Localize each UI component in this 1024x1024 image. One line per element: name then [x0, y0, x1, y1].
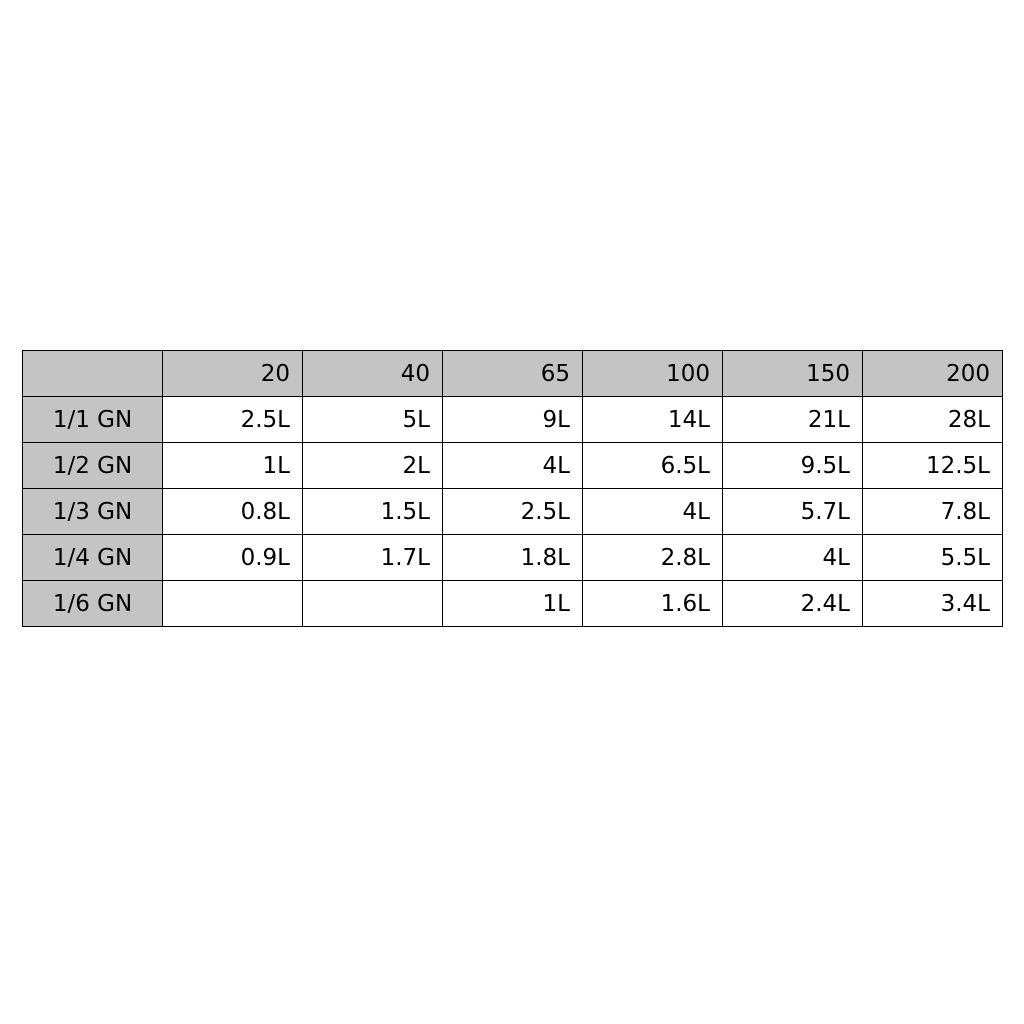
cell-1-2-gn-100: 6.5L: [583, 443, 723, 489]
column-header-40: 40: [303, 351, 443, 397]
table-row: [23, 535, 1003, 581]
cell-1-3-gn-100: 4L: [583, 489, 723, 535]
cell-1-6-gn-40: [303, 581, 443, 627]
cell-1-1-gn-40: 5L: [303, 397, 443, 443]
column-header-65: 65: [443, 351, 583, 397]
table-row: [23, 581, 1003, 627]
cell-1-1-gn-20: 2.5L: [163, 397, 303, 443]
cell-1-4-gn-20: 0.9L: [163, 535, 303, 581]
gn-capacity-table: [22, 350, 1003, 627]
column-header-200: 200: [863, 351, 1003, 397]
cell-1-4-gn-200: 5.5L: [863, 535, 1003, 581]
cell-1-4-gn-100: 2.8L: [583, 535, 723, 581]
cell-1-2-gn-20: 1L: [163, 443, 303, 489]
table-row: [23, 443, 1003, 489]
cell-1-2-gn-200: 12.5L: [863, 443, 1003, 489]
cell-1-3-gn-40: 1.5L: [303, 489, 443, 535]
cell-1-4-gn-65: 1.8L: [443, 535, 583, 581]
cell-1-6-gn-20: [163, 581, 303, 627]
cell-1-6-gn-200: 3.4L: [863, 581, 1003, 627]
cell-1-2-gn-40: 2L: [303, 443, 443, 489]
column-header-150: 150: [723, 351, 863, 397]
row-label-1-3-gn: 1/3 GN: [23, 489, 163, 535]
column-header-100: 100: [583, 351, 723, 397]
table-row: [23, 397, 1003, 443]
cell-1-2-gn-150: 9.5L: [723, 443, 863, 489]
row-label-1-6-gn: 1/6 GN: [23, 581, 163, 627]
cell-1-4-gn-40: 1.7L: [303, 535, 443, 581]
cell-1-1-gn-200: 28L: [863, 397, 1003, 443]
gn-capacity-table-container: [22, 350, 1002, 627]
cell-1-6-gn-65: 1L: [443, 581, 583, 627]
cell-1-6-gn-100: 1.6L: [583, 581, 723, 627]
cell-1-3-gn-150: 5.7L: [723, 489, 863, 535]
cell-1-6-gn-150: 2.4L: [723, 581, 863, 627]
column-header-20: 20: [163, 351, 303, 397]
cell-1-2-gn-65: 4L: [443, 443, 583, 489]
table-corner-cell: [23, 351, 163, 397]
row-label-1-2-gn: 1/2 GN: [23, 443, 163, 489]
cell-1-1-gn-150: 21L: [723, 397, 863, 443]
row-label-1-1-gn: 1/1 GN: [23, 397, 163, 443]
cell-1-3-gn-65: 2.5L: [443, 489, 583, 535]
cell-1-1-gn-100: 14L: [583, 397, 723, 443]
table-row: [23, 489, 1003, 535]
cell-1-3-gn-200: 7.8L: [863, 489, 1003, 535]
table-header-row: [23, 351, 1003, 397]
row-label-1-4-gn: 1/4 GN: [23, 535, 163, 581]
cell-1-1-gn-65: 9L: [443, 397, 583, 443]
cell-1-3-gn-20: 0.8L: [163, 489, 303, 535]
cell-1-4-gn-150: 4L: [723, 535, 863, 581]
